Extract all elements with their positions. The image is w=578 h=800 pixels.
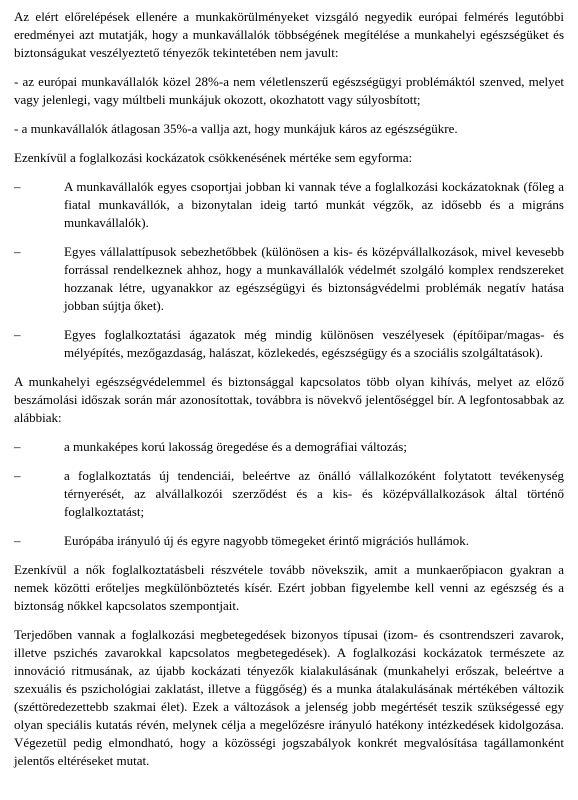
dash-bullet: – — [14, 327, 21, 342]
list-item-text: Európába irányuló új és egyre nagyobb tömegeket érintő migrációs hullámok. — [64, 533, 470, 548]
list-item-text: Egyes vállalattípusok sebezhetőbbek (különösen a kis- és középvállalkozások, mivel kevesebb forrással rendelkeznek ahhoz, hogy a munkavállalók védelmét szolgáló komplex rendszereket hozzanak létre, ugyanakkor az egészségügyi és biztonságvédelmi problémák negatív hatása jobban sújtja őket). — [64, 244, 564, 313]
list-item — [14, 243, 564, 315]
dash-bullet: – — [14, 244, 21, 259]
paragraph-challenges: A munkahelyi egészségvédelemmel és biztonsággal kapcsolatos több olyan kihívás, melyet az előző beszámolási időszak során már azonosítottak, továbbra is növekvő jelentőséggel bír. A legfontosabbak az alábbiak: — [14, 374, 564, 425]
dash-bullet: – — [14, 439, 21, 454]
list-item-text: a foglalkoztatás új tendenciái, beleértve az önálló vállalkozóként folytatott tevékenység térnyerését, az alvállalkozói szerződést és a kis- és középvállalkozások által történő foglalkoztatást; — [64, 468, 564, 519]
list-item — [14, 532, 564, 550]
paragraph-intro: Az elért előrelépések ellenére a munkakörülményeket vizsgáló negyedik európai felmérés legutóbbi eredményei azt mutatják, hogy a munkavállalók többségének megítélése a munkahelyi egészségüket és biztonságukat veszélyeztető tényezők tekintetében nem javult: — [14, 9, 564, 60]
dash-bullet: – — [14, 179, 21, 194]
list-item-text: a munkaképes korú lakosság öregedése és a demográfiai változás; — [64, 439, 407, 454]
list-item — [14, 326, 564, 362]
paragraph-stat-35: - a munkavállalók átlagosan 35%-a vallja azt, hogy munkájuk káros az egészségükre. — [14, 121, 458, 136]
list-item-text: Egyes foglalkoztatási ágazatok még mindig különösen veszélyesek (építőipar/magas- és mélyépítés, mezőgazdaság, halászat, közlekedés, egészségügy és a szociális szolgáltatások). — [64, 327, 564, 360]
list-item-text: A munkavállalók egyes csoportjai jobban ki vannak téve a foglalkozási kockázatoknak (főleg a fiatal munkavállók, a bizonytalan ideig tartó munkát végzők, az idősebb és a migráns munkavállalók). — [64, 179, 564, 230]
paragraph-risk-intro: Ezenkívül a foglalkozási kockázatok csökkenésének mértéke sem egyforma: — [14, 150, 413, 165]
list-item — [14, 438, 564, 456]
dash-bullet: – — [14, 468, 21, 483]
paragraph-women: Ezenkívül a nők foglalkoztatásbeli részvétele tovább növekszik, amit a munkaerőpiacon gyakran a nemek közötti erőteljes megkülönböztetés kísér. Ezért jobban figyelembe kell venni az egészség és a biztonság nőkkel kapcsolatos szempontjait. — [14, 562, 564, 613]
dash-bullet: – — [14, 533, 21, 548]
paragraph-diseases: Terjedőben vannak a foglalkozási megbetegedések bizonyos típusai (izom- és csontrendszeri zavarok, illetve pszichés zavarokkal kapcsolatos megbetegedések). A foglalkozási kockázatok természete az innováció ritmusának, az újabb kockázati tényezők kialakulásának (munkahelyi erőszak, beleértve a szexuális és pszichológiai zaklatást, illetve a függőség) és a munka átalakulásának mértékében változik (széttöredezettebb szakmai élet). Ezek a változások a jelenség jobb megértését teszik szükségessé egy olyan speciális kutatás révén, melynek célja a megelőzésre irányuló hatékony intézkedések kidolgozása. Végezetül pedig elmondható, hogy a közösségi jogszabályok konkrét megvalósítása tagállamonként jelentős eltéréseket mutat. — [14, 627, 564, 768]
list-item — [14, 467, 564, 521]
paragraph-stat-28: - az európai munkavállalók közel 28%-a nem véletlenszerű egészségügyi problémáktól szenved, melyet vagy jelenlegi, vagy múltbeli munkájuk okozott, okozhatott vagy súlyosbított; — [14, 74, 564, 107]
list-item — [14, 178, 564, 232]
